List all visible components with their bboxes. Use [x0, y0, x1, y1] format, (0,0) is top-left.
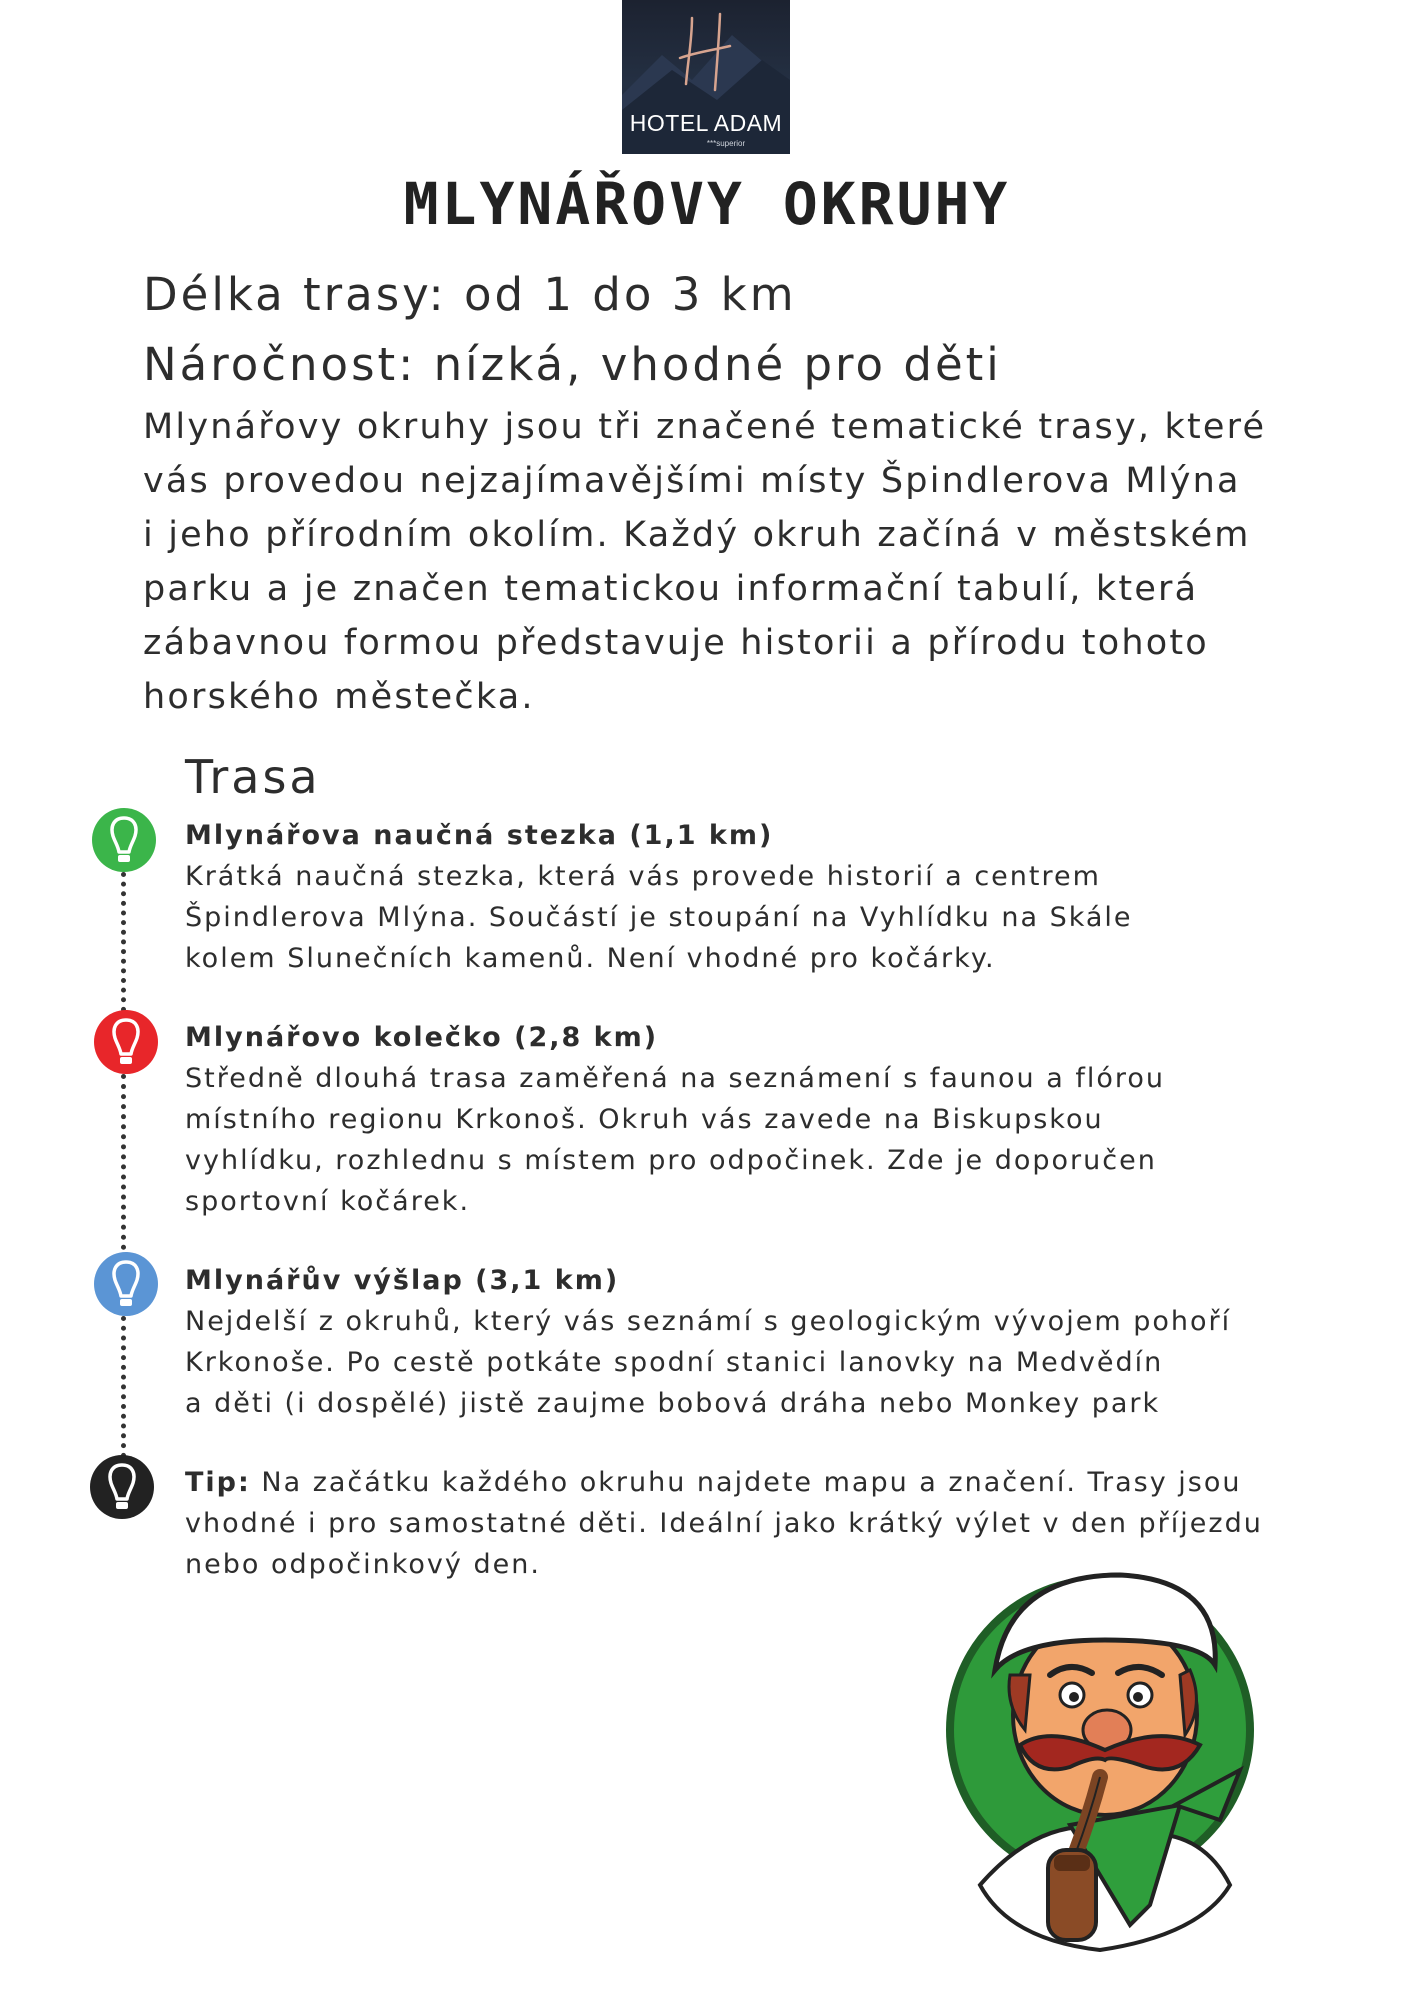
hotel-logo — [622, 0, 790, 154]
route-item — [185, 1260, 1265, 1424]
route-item — [185, 1017, 1265, 1222]
route-title: Mlynářův výšlap (3,1 km) — [185, 1265, 620, 1296]
tip-line: nebo odpočinkový den. — [185, 1549, 541, 1580]
lightbulb-glyph — [94, 1252, 158, 1316]
timeline-dots — [121, 1074, 126, 1260]
route-line: Špindlerova Mlýna. Součástí je stoupání na Vyhlídku na Skále — [185, 902, 1133, 933]
timeline-dots — [121, 1316, 126, 1458]
route-title: Mlynářova naučná stezka (1,1 km) — [185, 820, 774, 851]
intro-line: zábavnou formou představuje historii a přírodu tohoto — [143, 623, 1209, 663]
route-line: a děti (i dospělé) jistě zaujme bobová dráha nebo Monkey park — [185, 1388, 1161, 1419]
intro-paragraph — [143, 400, 1303, 724]
route-line: Krkonoše. Po cestě potkáte spodní stanici lanovky na Medvědín — [185, 1347, 1164, 1378]
lightbulb-glyph — [90, 1455, 154, 1519]
hotel-name: HOTEL ADAM — [629, 110, 783, 136]
lightbulb-glyph — [94, 1010, 158, 1074]
tip-line: vhodné i pro samostatné děti. Ideální jako krátký výlet v den příjezdu — [185, 1508, 1263, 1539]
route-length: Délka trasy: od 1 do 3 km — [143, 268, 797, 321]
lightbulb-marker-icon — [90, 1455, 154, 1519]
timeline-dots — [121, 872, 126, 1012]
tip-label: Tip: — [185, 1467, 251, 1498]
miller-mascot-illustration — [900, 1555, 1280, 1965]
route-line: místního regionu Krkonoš. Okruh vás zavede na Biskupskou — [185, 1104, 1104, 1135]
intro-line: i jeho přírodním okolím. Každý okruh začíná v městském — [143, 515, 1251, 555]
page-title: MLYNÁŘOVY OKRUHY — [403, 170, 1011, 238]
route-line: vyhlídku, rozhlednu s místem pro odpočinek. Zde je doporučen — [185, 1145, 1157, 1176]
route-line: sportovní kočárek. — [185, 1186, 471, 1217]
route-item — [185, 815, 1265, 979]
route-line: Krátká naučná stezka, která vás provede historií a centrem — [185, 861, 1101, 892]
lightbulb-marker-icon — [92, 808, 156, 872]
intro-line: vás provedou nejzajímavějšími místy Špindlerova Mlýna — [143, 461, 1241, 501]
lightbulb-glyph — [92, 808, 156, 872]
route-title: Mlynářovo kolečko (2,8 km) — [185, 1022, 659, 1053]
hotel-tagline: ***superior — [706, 139, 746, 148]
tip-line: Na začátku každého okruhu najdete mapu a značení. Trasy jsou — [250, 1467, 1242, 1498]
section-title: Trasa — [185, 750, 321, 804]
lightbulb-marker-icon — [94, 1010, 158, 1074]
lightbulb-marker-icon — [94, 1252, 158, 1316]
route-line: Nejdelší z okruhů, který vás seznámí s geologickým vývojem pohoří — [185, 1306, 1232, 1337]
intro-line: horského městečka. — [143, 677, 535, 717]
route-line: Středně dlouhá trasa zaměřená na seznámení s faunou a flórou — [185, 1063, 1166, 1094]
intro-line: parku a je značen tematickou informační tabulí, která — [143, 569, 1199, 609]
intro-line: Mlynářovy okruhy jsou tři značené tematické trasy, které — [143, 407, 1267, 447]
route-line: kolem Slunečních kamenů. Není vhodné pro kočárky. — [185, 943, 996, 974]
route-difficulty: Náročnost: nízká, vhodné pro děti — [143, 338, 1002, 391]
